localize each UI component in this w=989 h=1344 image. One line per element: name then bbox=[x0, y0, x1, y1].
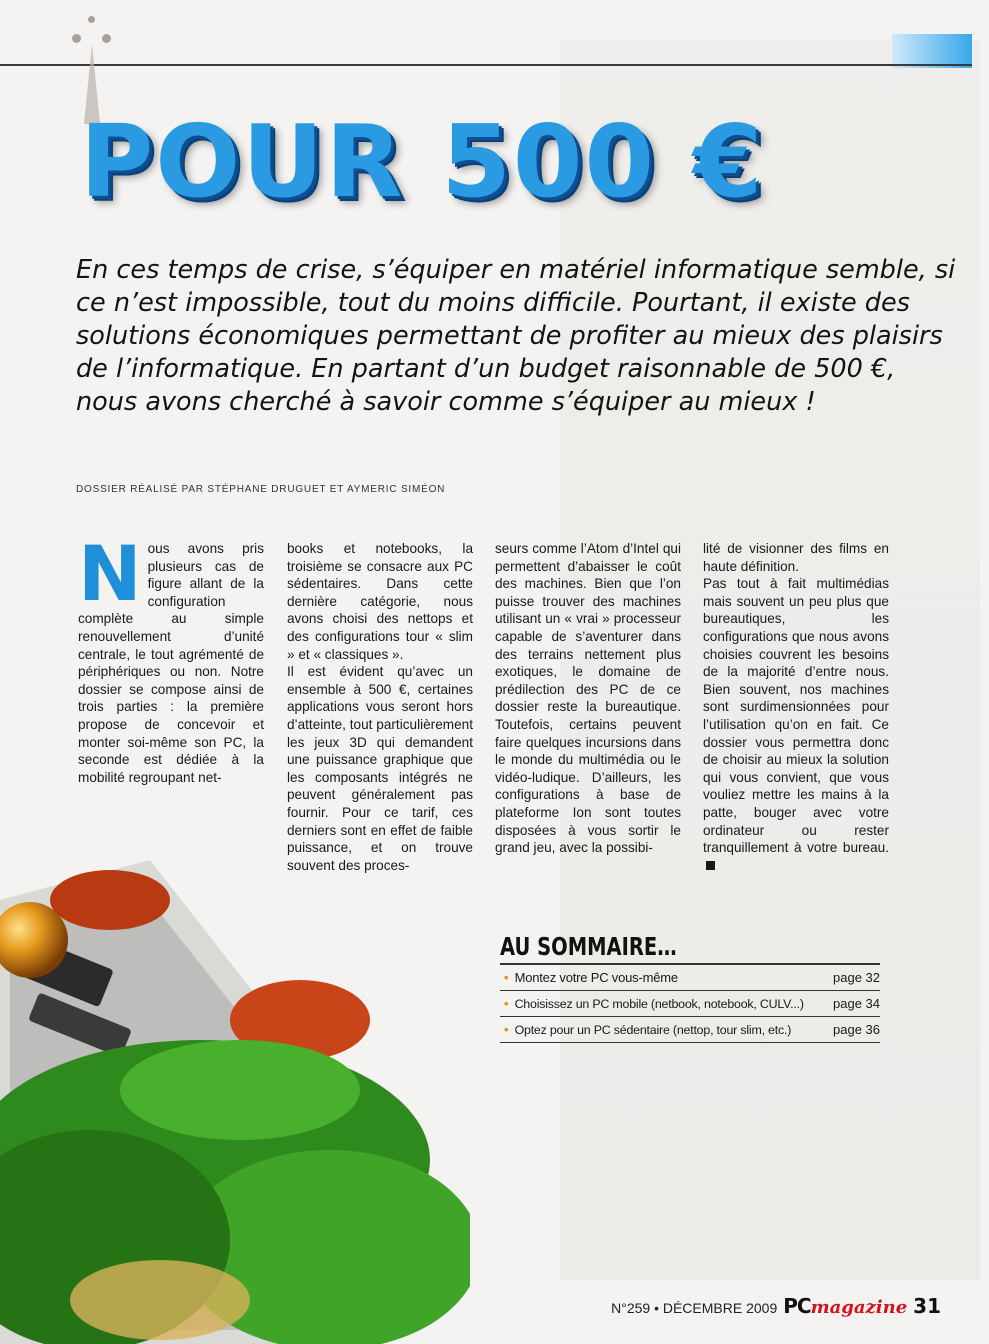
sommaire-item-label: Optez pour un PC sédentaire (nettop, tour slim, etc.) bbox=[514, 1022, 792, 1037]
sommaire-item-page: page 32 bbox=[833, 970, 880, 985]
drop-cap: N bbox=[78, 529, 142, 618]
header-accent-bar bbox=[892, 34, 972, 68]
column-4-paragraph-1: lité de visionner des films en haute définition. bbox=[703, 541, 889, 574]
issue-info: N°259 • DÉCEMBRE 2009 bbox=[611, 1300, 778, 1316]
column-3-text: seurs comme l’Atom d’Intel qui permettent d’abaisser le coût des machines. Bien que l’on puisse trouver des machines utilisant un « vrai » processeur capable de s’aventurer dans des terrains nettement plus exotiques, le domaine de prédilection des PC de ce dossier reste la bureautique. Toutefois, certains peuvent faire quelques incursions dans le monde du multimédia ou le vidéo-ludique. D’ailleurs, les configurations à base de plateforme Ion sont toutes disposées à vous sortir le grand jeu, avec la possibi- bbox=[495, 541, 681, 856]
article-column-2 bbox=[287, 540, 473, 874]
article-column-3 bbox=[495, 540, 681, 857]
bullet-icon: • bbox=[504, 996, 509, 1011]
intro-paragraph: En ces temps de crise, s’équiper en matériel informatique semble, si ce n’est impossible, tout du moins difficile. Pourtant, il existe des solutions économiques permettant de profiter au mieux des plaisirs de l’informatique. En partant d’un budget raisonnable de 500 €, nous avons cherché à savoir comme s’équiper au mieux ! bbox=[76, 255, 956, 417]
page-number: 31 bbox=[913, 1294, 941, 1318]
bullet-icon: • bbox=[504, 1022, 509, 1037]
logo-pc: PC bbox=[783, 1294, 811, 1318]
end-mark-icon bbox=[706, 861, 715, 870]
column-2-paragraph-2: Il est évident qu’avec un ensemble à 500 €, certaines applications vous seront hors d’atteinte, tout particulièrement les jeux 3D qui demandent une puissance graphique que les composants intégrés ne peuvent généralement pas fournir. Pour ce tarif, ces derniers sont en effet de faible puissance, et on trouve souvent des proces- bbox=[287, 664, 473, 873]
column-4-paragraph-2-text: Pas tout à fait multimédias mais souvent un peu plus que bureautiques, les configurations que nous avons choisies couvrent les besoins de la majorité d’entre nous. Bien souvent, nos machines sont surdimensionnées pour l’utilisation qu’on en fait. Ce dossier vous permettra donc de choisir au mieux la solution qui vous convient, que vous vouliez mettre les mains à la patte, bouger avec votre ordinateur ou rester tranquillement à votre bureau. bbox=[703, 576, 889, 856]
bullet-icon: • bbox=[504, 970, 509, 985]
page-title: POUR 500 € bbox=[80, 103, 765, 220]
sommaire-item-label: Montez votre PC vous-même bbox=[514, 970, 678, 985]
byline: DOSSIER RÉALISÉ PAR STÉPHANE DRUGUET ET AYMERIC SIMÉON bbox=[76, 484, 446, 495]
column-2-paragraph-1: books et notebooks, la troisième se consacre aux PC sédentaires. Dans cette dernière catégorie, nous avons choisi des nettops et des configurations tour « slim » et « classiques ». bbox=[287, 541, 473, 662]
article-column-4 bbox=[703, 540, 889, 874]
header-rule bbox=[0, 64, 972, 66]
sommaire-item-label: Choisissez un PC mobile (netbook, notebook, CULV...) bbox=[514, 996, 804, 1011]
sommaire-item bbox=[500, 1017, 880, 1043]
logo-magazine: magazine bbox=[810, 1297, 908, 1318]
sommaire-item bbox=[500, 965, 880, 991]
page-footer bbox=[611, 1294, 941, 1318]
article-column-1 bbox=[78, 529, 264, 786]
column-4-paragraph-2 bbox=[703, 575, 889, 874]
sommaire-item-page: page 34 bbox=[833, 996, 880, 1011]
column-1-text: ous avons pris plusieurs cas de figure allant de la configuration complète au simple renouvellement d’unité centrale, le tout agrémenté de périphériques ou non. Notre dossier se compose ainsi de trois parties : la première propose de concevoir et monter soi-même son PC, la seconde est dédiée à la mobilité regroupant net- bbox=[78, 541, 264, 785]
christmas-garland-image bbox=[0, 860, 470, 1344]
magazine-logo bbox=[783, 1294, 907, 1318]
sommaire-item bbox=[500, 991, 880, 1017]
sommaire-title: AU SOMMAIRE… bbox=[500, 932, 677, 961]
sommaire-item-page: page 36 bbox=[833, 1022, 880, 1037]
sommaire-box bbox=[500, 932, 880, 1043]
